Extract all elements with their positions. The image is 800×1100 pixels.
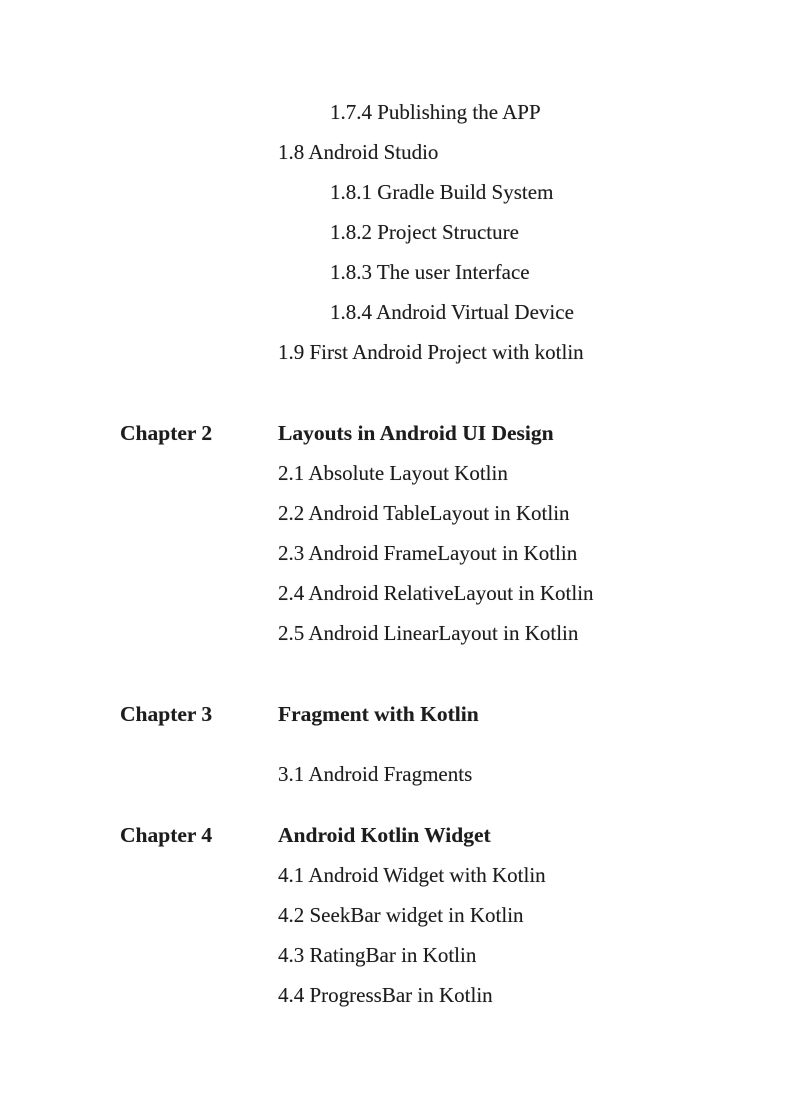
chapter-title: Layouts in Android UI Design — [278, 421, 554, 445]
chapter-label: Chapter 2 — [120, 421, 213, 445]
toc-section-chapter-1-continued — [120, 92, 760, 372]
toc-entry: 1.9 First Android Project with kotlin — [278, 340, 584, 364]
toc-section-chapter-4 — [120, 815, 760, 1015]
toc-entry: 1.7.4 Publishing the APP — [330, 100, 541, 124]
chapter-title: Android Kotlin Widget — [278, 823, 491, 847]
toc-entry: 1.8.1 Gradle Build System — [330, 180, 554, 204]
toc-section-chapter-3 — [120, 694, 760, 794]
toc-entry: 4.4 ProgressBar in Kotlin — [278, 983, 493, 1007]
chapter-heading — [120, 413, 760, 453]
toc-entry: 2.2 Android TableLayout in Kotlin — [278, 501, 570, 525]
chapter-heading — [120, 694, 760, 734]
chapter-label: Chapter 3 — [120, 702, 213, 726]
chapter-title: Fragment with Kotlin — [278, 702, 479, 726]
chapter-heading — [120, 815, 760, 855]
toc-entry: 4.1 Android Widget with Kotlin — [278, 863, 546, 887]
toc-entry: 1.8 Android Studio — [278, 140, 439, 164]
toc-entry: 3.1 Android Fragments — [278, 762, 473, 786]
toc-entry: 2.1 Absolute Layout Kotlin — [278, 461, 508, 485]
toc-entry: 1.8.4 Android Virtual Device — [330, 300, 574, 324]
toc-entry: 2.4 Android RelativeLayout in Kotlin — [278, 581, 594, 605]
toc-entry: 1.8.2 Project Structure — [330, 220, 519, 244]
toc-entry: 4.2 SeekBar widget in Kotlin — [278, 903, 524, 927]
toc-entry: 2.3 Android FrameLayout in Kotlin — [278, 541, 578, 565]
toc-entry: 1.8.3 The user Interface — [330, 260, 530, 284]
toc-entry: 4.3 RatingBar in Kotlin — [278, 943, 477, 967]
chapter-label: Chapter 4 — [120, 823, 213, 847]
toc-section-chapter-2 — [120, 413, 760, 653]
toc-entry: 2.5 Android LinearLayout in Kotlin — [278, 621, 579, 645]
